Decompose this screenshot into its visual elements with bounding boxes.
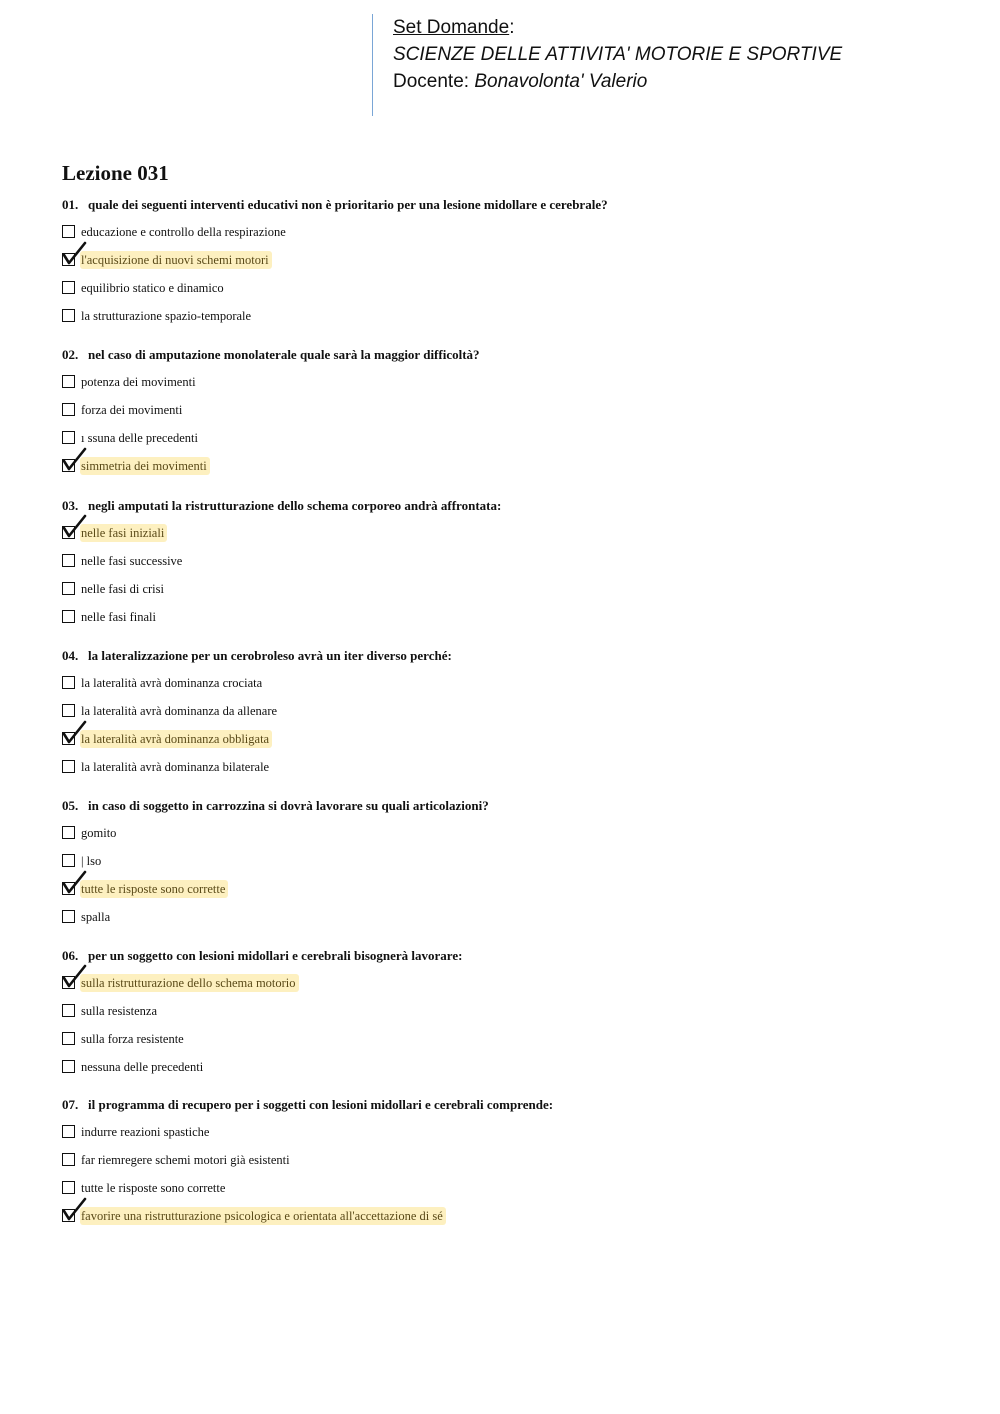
answer-option[interactable] [62, 368, 962, 396]
answer-option[interactable] [62, 424, 962, 452]
answer-text: educazione e controllo della respirazione [81, 225, 286, 239]
answer-option-correct[interactable] [62, 875, 962, 903]
answer-option[interactable] [62, 997, 962, 1025]
answer-option-correct[interactable] [62, 246, 962, 274]
question-title [62, 947, 962, 965]
answer-text: forza dei movimenti [81, 403, 183, 417]
document-header [372, 14, 842, 116]
answer-option[interactable] [62, 819, 962, 847]
question-text: in caso di soggetto in carrozzina si dovrà lavorare su quali articolazioni? [88, 798, 489, 813]
question-number: 06. [62, 948, 79, 963]
question-6 [62, 947, 962, 1081]
answer-checkbox[interactable] [62, 1125, 75, 1138]
answer-option-correct[interactable] [62, 725, 962, 753]
question-title [62, 647, 962, 665]
question-title [62, 497, 962, 515]
answer-checkbox[interactable] [62, 431, 75, 444]
answer-text: tutte le risposte sono corrette [81, 1181, 226, 1195]
answer-text: la lateralità avrà dominanza da allenare [81, 704, 278, 718]
question-5 [62, 797, 962, 931]
answer-option[interactable] [62, 753, 962, 781]
answer-checkbox[interactable] [62, 760, 75, 773]
question-number: 01. [62, 197, 79, 212]
answer-checkbox[interactable] [62, 403, 75, 416]
answer-text: l'acquisizione di nuovi schemi motori [80, 251, 272, 269]
teacher-label: Docente: [393, 71, 470, 92]
answer-checkbox[interactable] [62, 554, 75, 567]
answer-option[interactable] [62, 302, 962, 330]
answer-text: nelle fasi iniziali [80, 524, 167, 542]
answer-text: spalla [81, 910, 111, 924]
answer-checkbox[interactable] [62, 676, 75, 689]
answer-checkbox[interactable] [62, 582, 75, 595]
answer-text: la lateralità avrà dominanza obbligata [80, 730, 272, 748]
answer-option[interactable] [62, 1053, 962, 1081]
answer-text: nelle fasi finali [81, 610, 156, 624]
question-3 [62, 497, 962, 631]
answer-checkbox[interactable] [62, 1004, 75, 1017]
answer-text: | lso [81, 854, 102, 868]
question-number: 04. [62, 648, 79, 663]
answer-text: potenza dei movimenti [81, 375, 196, 389]
answer-checkbox[interactable] [62, 1060, 75, 1073]
question-number: 03. [62, 498, 79, 513]
answer-option-correct[interactable] [62, 519, 962, 547]
answer-checkbox[interactable] [62, 854, 75, 867]
question-text: per un soggetto con lesioni midollari e cerebrali bisognerà lavorare: [88, 948, 463, 963]
answer-checkbox[interactable] [62, 610, 75, 623]
question-2 [62, 346, 962, 480]
answer-text: nelle fasi successive [81, 554, 183, 568]
answer-checkbox[interactable] [62, 826, 75, 839]
answer-checkbox[interactable] [62, 375, 75, 388]
question-text: la lateralizzazione per un cerobroleso avrà un iter diverso perché: [88, 648, 452, 663]
answer-option[interactable] [62, 847, 962, 875]
answer-checkbox[interactable] [62, 1153, 75, 1166]
question-number: 02. [62, 347, 79, 362]
answer-text: la lateralità avrà dominanza bilaterale [81, 760, 270, 774]
answer-text: tutte le risposte sono corrette [80, 880, 228, 898]
lesson-title: Lezione 031 [62, 161, 169, 185]
answer-option-correct[interactable] [62, 452, 962, 480]
answer-checkbox[interactable] [62, 1032, 75, 1045]
question-title [62, 196, 962, 214]
question-1 [62, 196, 962, 330]
answer-text: la lateralità avrà dominanza crociata [81, 676, 263, 690]
question-text: nel caso di amputazione monolaterale quale sarà la maggior difficoltà? [88, 347, 480, 362]
answer-text: sulla forza resistente [81, 1032, 184, 1046]
answer-checkbox[interactable] [62, 910, 75, 923]
question-4 [62, 647, 962, 781]
question-text: il programma di recupero per i soggetti con lesioni midollari e cerebrali comprende: [88, 1097, 554, 1112]
answer-text: gomito [81, 826, 117, 840]
answer-option[interactable] [62, 903, 962, 931]
answer-option[interactable] [62, 669, 962, 697]
teacher-name: Bonavolonta' Valerio [474, 71, 648, 92]
teacher-row [393, 68, 842, 95]
answer-text: ı ssuna delle precedenti [81, 431, 198, 445]
answer-option[interactable] [62, 1025, 962, 1053]
answer-checkbox[interactable] [62, 281, 75, 294]
answer-text: favorire una ristrutturazione psicologica e orientata all'accettazione di sé [80, 1207, 446, 1225]
question-title [62, 797, 962, 815]
answer-checkbox[interactable] [62, 704, 75, 717]
answer-option[interactable] [62, 1146, 962, 1174]
answer-option-correct[interactable] [62, 1202, 962, 1230]
question-number: 05. [62, 798, 79, 813]
set-row: Set Domande: [393, 17, 515, 38]
answer-text: sulla resistenza [81, 1004, 158, 1018]
answer-option[interactable] [62, 274, 962, 302]
answer-text: sulla ristrutturazione dello schema motorio [80, 974, 299, 992]
answer-text: nessuna delle precedenti [81, 1060, 204, 1074]
answer-option[interactable] [62, 218, 962, 246]
answer-checkbox[interactable] [62, 225, 75, 238]
answer-option[interactable] [62, 697, 962, 725]
answer-option[interactable] [62, 603, 962, 631]
answer-text: simmetria dei movimenti [80, 457, 210, 475]
answer-text: indurre reazioni spastiche [81, 1125, 210, 1139]
answer-option[interactable] [62, 396, 962, 424]
answer-text: far riemregere schemi motori già esistenti [81, 1153, 290, 1167]
answer-text: nelle fasi di crisi [81, 582, 164, 596]
answer-option[interactable] [62, 575, 962, 603]
question-number: 07. [62, 1097, 79, 1112]
answer-text: equilibrio statico e dinamico [81, 281, 224, 295]
answer-text: la strutturazione spazio-temporale [81, 309, 252, 323]
question-title [62, 1096, 962, 1114]
answer-checkbox[interactable] [62, 1181, 75, 1194]
answer-option[interactable] [62, 1174, 962, 1202]
question-title [62, 346, 962, 364]
answer-option-correct[interactable] [62, 969, 962, 997]
answer-checkbox[interactable] [62, 309, 75, 322]
set-label: Set Domande [393, 17, 510, 38]
course-name: SCIENZE DELLE ATTIVITA' MOTORIE E SPORTIVE [393, 44, 843, 65]
question-7 [62, 1096, 962, 1230]
answer-option[interactable] [62, 1118, 962, 1146]
question-text: negli amputati la ristrutturazione dello schema corporeo andrà affrontata: [88, 498, 502, 513]
answer-option[interactable] [62, 547, 962, 575]
question-text: quale dei seguenti interventi educativi non è prioritario per una lesione midollare e cerebrale? [88, 197, 608, 212]
